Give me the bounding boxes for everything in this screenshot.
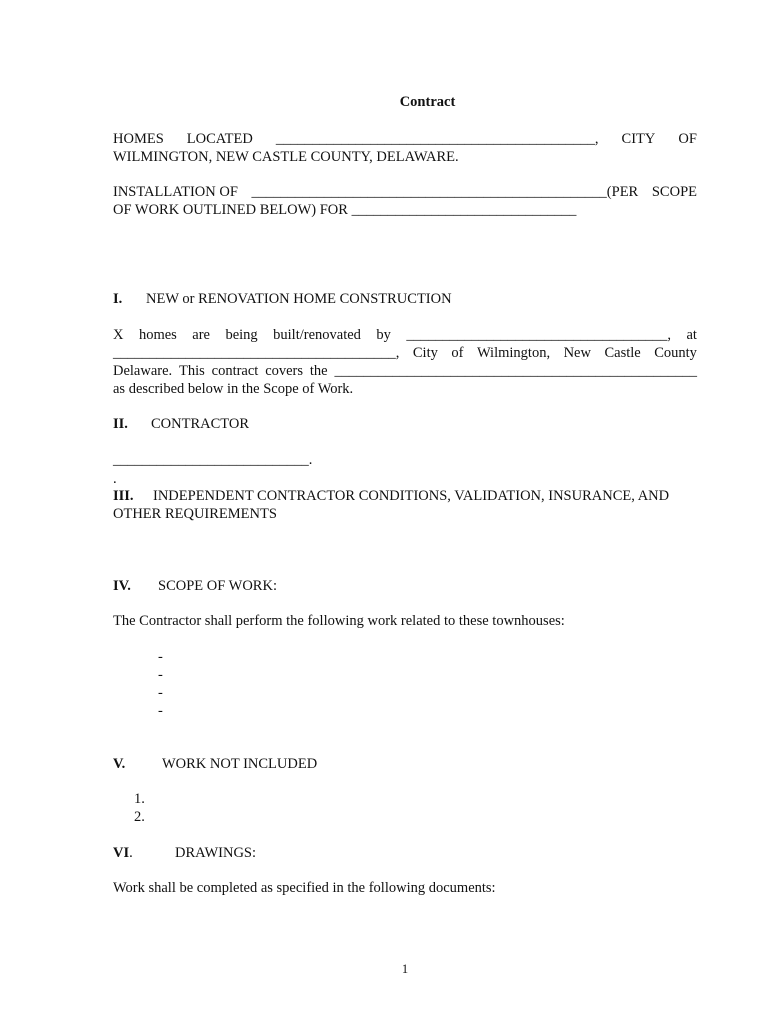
body-word: the — [309, 363, 328, 379]
location-blank: _______________________________________, — [113, 345, 400, 361]
section-4-heading — [113, 577, 697, 595]
section-number: I. — [113, 291, 123, 307]
scope-intro: The Contractor shall perform the following work related to these townhouses: — [113, 613, 565, 629]
section-5-heading — [113, 755, 697, 773]
section-number-text: VI — [113, 845, 130, 861]
scope-bullet: - — [158, 703, 163, 719]
intro-line-3 — [113, 183, 697, 201]
section-6-heading — [113, 844, 697, 862]
body-word: contract — [211, 363, 259, 379]
body-word: This — [179, 363, 205, 379]
scope-bullet: - — [158, 649, 163, 665]
body-word: are — [192, 327, 210, 343]
section-number: II. — [113, 416, 128, 432]
section-1-line-3 — [113, 362, 697, 380]
section-number-suffix: . — [129, 845, 133, 861]
intro-word: SCOPE — [651, 184, 697, 200]
intro-word: CITY — [621, 131, 656, 147]
intro-word: INSTALLATION OF — [113, 184, 238, 200]
section-title: INDEPENDENT CONTRACTOR CONDITIONS, VALIDATION, INSURANCE, AND — [153, 488, 670, 504]
page-number: 1 — [401, 962, 409, 976]
section-number — [113, 844, 175, 862]
section-title: SCOPE OF WORK: — [158, 578, 277, 594]
body-word: Castle — [604, 345, 641, 361]
intro-line-2: WILMINGTON, NEW CASTLE COUNTY, DELAWARE. — [113, 149, 459, 165]
builder-blank: ____________________________________, — [406, 327, 671, 343]
body-word: X — [113, 327, 124, 343]
scope-bullet: - — [158, 685, 163, 701]
body-word: County — [654, 345, 697, 361]
body-word: Delaware. — [113, 363, 173, 379]
section-number: V. — [113, 756, 126, 772]
intro-line-4: OF WORK OUTLINED BELOW) FOR _______________________________ — [113, 202, 577, 218]
stray-period: . — [113, 471, 117, 487]
body-word: at — [686, 327, 697, 343]
section-title: DRAWINGS: — [175, 845, 257, 861]
section-number: III. — [113, 488, 134, 504]
section-2-heading — [113, 415, 697, 433]
body-word: being — [225, 327, 258, 343]
body-word: New — [563, 345, 591, 361]
installation-blank: _________________________________________________(PER — [251, 184, 639, 200]
drawings-intro: Work shall be completed as specified in the following documents: — [113, 880, 496, 896]
exclusion-item: 2. — [134, 809, 145, 825]
body-word: by — [376, 327, 391, 343]
intro-line-1 — [113, 130, 697, 148]
intro-word: LOCATED — [186, 131, 253, 147]
section-3-heading — [113, 487, 697, 505]
section-1-line-1 — [113, 326, 697, 344]
body-word: of — [451, 345, 464, 361]
contractor-blank: ___________________________. — [113, 452, 313, 468]
document-title: Contract — [399, 94, 456, 110]
body-word: Wilmington, — [476, 345, 551, 361]
scope-bullet: - — [158, 667, 163, 683]
section-title: NEW or RENOVATION HOME CONSTRUCTION — [146, 291, 452, 307]
exclusion-item: 1. — [134, 791, 145, 807]
body-word: homes — [138, 327, 177, 343]
body-word: built/renovated — [273, 327, 361, 343]
section-title: CONTRACTOR — [151, 416, 250, 432]
intro-word: OF — [678, 131, 697, 147]
section-3-heading-line-2: OTHER REQUIREMENTS — [113, 506, 277, 522]
section-title: WORK NOT INCLUDED — [162, 756, 318, 772]
body-word: City — [412, 345, 438, 361]
address-blank: ____________________________________________, — [275, 131, 599, 147]
section-1-heading — [113, 290, 697, 308]
coverage-blank: __________________________________________________ — [334, 363, 697, 379]
body-word: covers — [265, 363, 304, 379]
section-number: IV. — [113, 578, 131, 594]
section-1-line-4: as described below in the Scope of Work. — [113, 381, 354, 397]
section-1-line-2 — [113, 344, 697, 362]
intro-word: HOMES — [113, 131, 164, 147]
